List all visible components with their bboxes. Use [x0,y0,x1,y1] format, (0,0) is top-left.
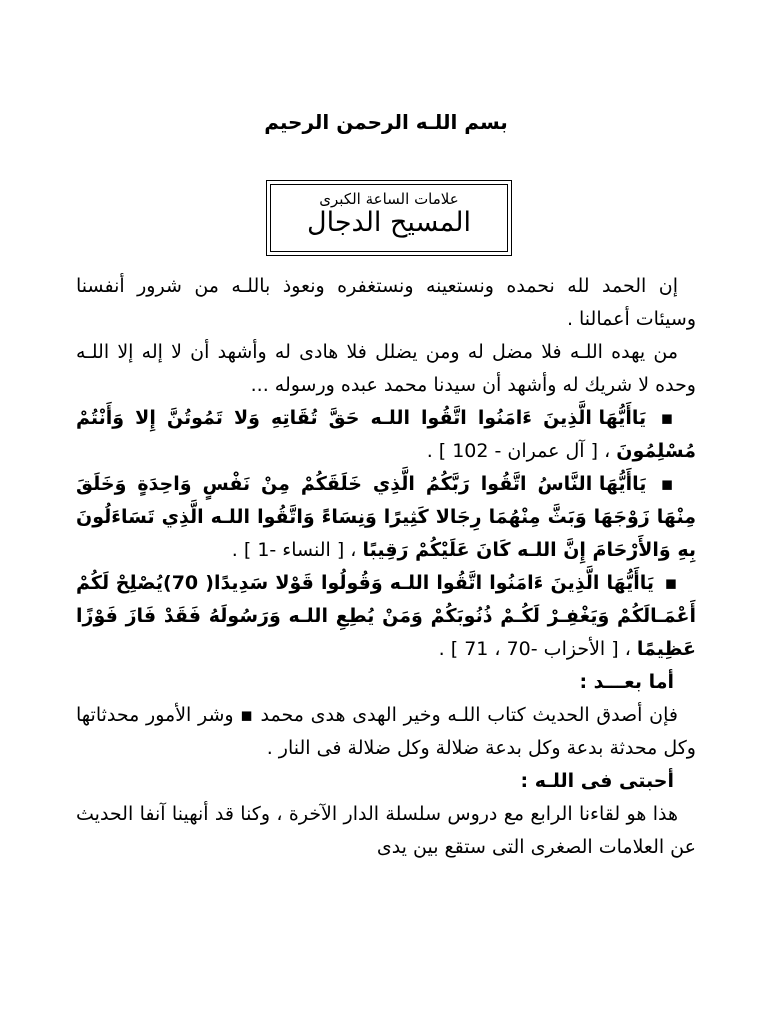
verse-text: يَاأَيُّهَا النَّاسُ اتَّقُوا رَبَّكُمُ الَّذِي خَلَقَكُمْ مِنْ نَفْسٍ وَاحِدَةٍ وَخَلَقَ مِنْهَا زَوْجَهَا وَبَثَّ مِنْهُمَا رِجَالا كَثِيرًا وَنِسَاءً وَاتَّقُوا اللـه الَّذِي تَسَاءَلُونَ بِهِ وَالأَرْحَامَ إِنَّ اللـه كَانَ عَلَيْكُمْ رَقِيبًا [76,473,696,561]
basmala-heading: بسم اللـه الرحمن الرحيم [264,110,508,134]
section-heading-amma-baad: أما بعـــد : [579,671,674,693]
verse-text: يَاأَيُّهَا الَّذِينَ ءَامَنُوا اتَّقُوا اللـه حَقَّ تُقَاتِهِ وَلا تَمُوتُنَّ إِلا وَأَنْتُمْ مُسْلِمُونَ [76,407,696,462]
section-heading-ahibbati: أحبتى فى اللـه : [520,770,674,792]
title-subtitle: علامات الساعة الكبرى [319,190,459,208]
verse-reference: [ آل عمران - 102 ] . [426,440,599,462]
bullet-icon: ▪ [660,407,678,429]
document-body [76,270,696,864]
verse-an-nisa [76,468,696,567]
paragraph-intro-lesson: هذا هو لقاءنا الرابع مع دروس سلسلة الدار الآخرة ، وكنا قد أنهينا آنفا الحديث عن العلامات الصغرى التى ستقع بين يدى [76,803,696,858]
paragraph-opening: إن الحمد لله نحمده ونستعينه ونستغفره ونعوذ باللـه من شرور أنفسنا وسيئات أعمالنا . [76,275,696,330]
title-box [266,180,512,256]
verse-al-imran [76,402,696,468]
title-main: المسيح الدجال [306,207,472,238]
verse-separator: ، [624,638,631,660]
title-box-inner [270,184,508,252]
paragraph-hadith: فإن أصدق الحديث كتاب اللـه وخير الهدى هدى محمد ▪ وشر الأمور محدثاتها وكل محدثة بدعة وكل بدعة ضلالة وكل ضلالة فى النار . [76,704,696,759]
verse-separator: ، [604,440,611,462]
verse-text: يَاأَيُّهَا الَّذِينَ ءَامَنُوا اتَّقُوا اللـه وَقُولُوا قَوْلا سَدِيدًا( 70)يُصْلِحْ لَكُمْ أَعْمَـالَكُمْ وَيَغْفِـرْ لَكُـمْ ذُنُوبَكُمْ وَمَنْ يُطِعِ اللـه وَرَسُولَهُ فَقَدْ فَازَ فَوْزًا عَظِيمًا [76,572,696,660]
verse-reference: [ الأحزاب -70 ، 71 ] . [438,638,619,660]
verse-separator: ، [350,539,357,561]
bullet-icon: ▪ [664,572,678,594]
verse-reference: [ النساء -1 ] . [231,539,345,561]
verse-al-ahzab [76,567,696,666]
paragraph-shahada: من يهده اللـه فلا مضل له ومن يضلل فلا هادى له وأشهد أن لا إله إلا اللـه وحده لا شريك له وأشهد أن سيدنا محمد عبده ورسوله ... [76,341,696,396]
bullet-icon: ▪ [660,473,678,495]
